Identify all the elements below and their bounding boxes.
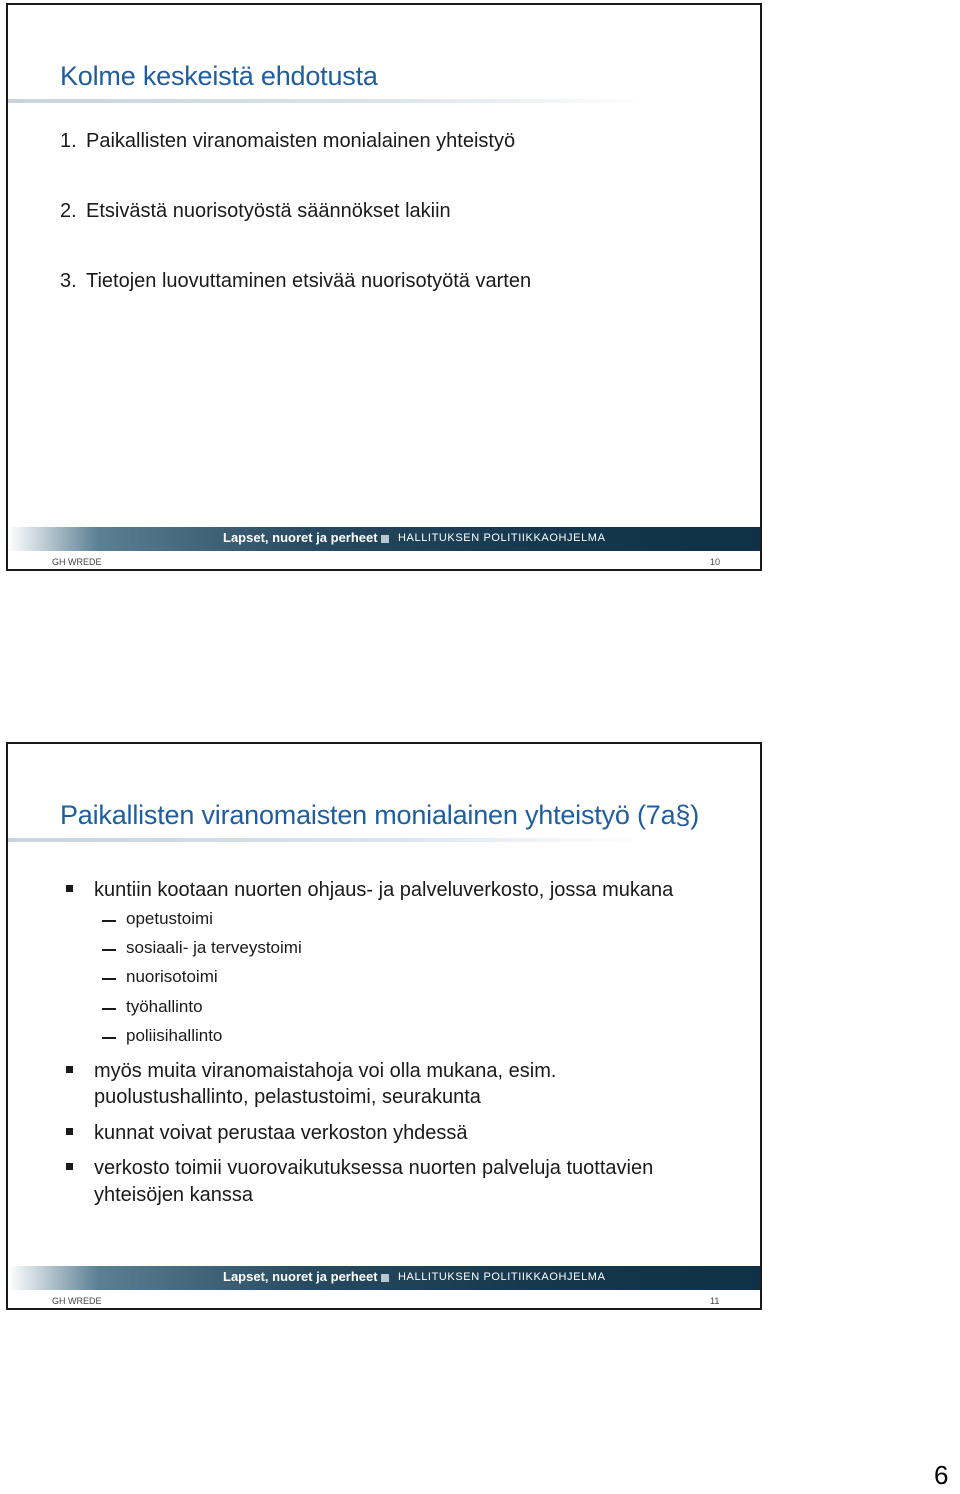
square-bullet-icon (66, 1066, 73, 1073)
sub-item: työhallinto (126, 997, 203, 1016)
item-number: 3. (60, 270, 77, 292)
sub-item: opetustoimi (126, 909, 213, 928)
item-text: Tietojen luovuttaminen etsivää nuorisotyötä varten (86, 270, 532, 292)
slide-title: Paikallisten viranomaisten monialainen yhteistyö (7a§) (60, 800, 700, 830)
slide-10 (6, 3, 762, 571)
title-underline (8, 838, 648, 842)
numbered-item (60, 130, 515, 153)
banner-primary-text: Lapset, nuoret ja perheet (223, 1269, 378, 1284)
square-bullet-icon (66, 1128, 73, 1135)
sub-item: poliisihallinto (126, 1026, 223, 1045)
bullet-text: kuntiin kootaan nuorten ohjaus- ja palveluverkosto, jossa mukana (94, 879, 674, 901)
item-text: Paikallisten viranomaisten monialainen yhteistyö (86, 130, 516, 152)
footer-banner (8, 527, 760, 551)
title-underline (8, 99, 648, 103)
item-number: 1. (60, 130, 77, 152)
numbered-item (60, 200, 451, 223)
square-bullet-icon (66, 1163, 73, 1170)
sub-item: sosiaali- ja terveystoimi (126, 938, 302, 957)
banner-secondary-text: HALLITUKSEN POLITIIKKAOHJELMA (398, 1271, 606, 1283)
bullet-text-continued: puolustushallinto, pelastustoimi, seurakunta (94, 1086, 481, 1108)
slide-number: 11 (710, 1296, 720, 1306)
banner-secondary-text: HALLITUKSEN POLITIIKKAOHJELMA (398, 532, 606, 544)
item-number: 2. (60, 200, 77, 222)
slide-11 (6, 742, 762, 1310)
footer-author: GH WREDE (52, 557, 102, 567)
bullet-text: kunnat voivat perustaa verkoston yhdessä (94, 1122, 468, 1144)
footer-banner (8, 1266, 760, 1290)
banner-square-icon (381, 1274, 389, 1282)
bullet-text: verkosto toimii vuorovaikutuksessa nuorten palveluja tuottavien (94, 1157, 654, 1179)
bullet-text: myös muita viranomaistahoja voi olla mukana, esim. (94, 1060, 557, 1082)
footer-author: GH WREDE (52, 1296, 102, 1306)
item-text: Etsivästä nuorisotyöstä säännökset lakiin (86, 200, 451, 222)
dash-bullet-icon (102, 1008, 116, 1010)
bullet-text-continued: yhteisöjen kanssa (94, 1184, 253, 1206)
banner-square-icon (381, 535, 389, 543)
slide-title: Kolme keskeistä ehdotusta (60, 61, 378, 91)
dash-bullet-icon (102, 949, 116, 951)
dash-bullet-icon (102, 920, 116, 922)
banner-primary-text: Lapset, nuoret ja perheet (223, 530, 378, 545)
page-number: 6 (934, 1460, 949, 1490)
slide-number: 10 (710, 557, 721, 567)
numbered-item (60, 270, 531, 293)
square-bullet-icon (66, 885, 73, 892)
sub-item: nuorisotoimi (126, 967, 218, 986)
dash-bullet-icon (102, 1037, 116, 1039)
dash-bullet-icon (102, 978, 116, 980)
